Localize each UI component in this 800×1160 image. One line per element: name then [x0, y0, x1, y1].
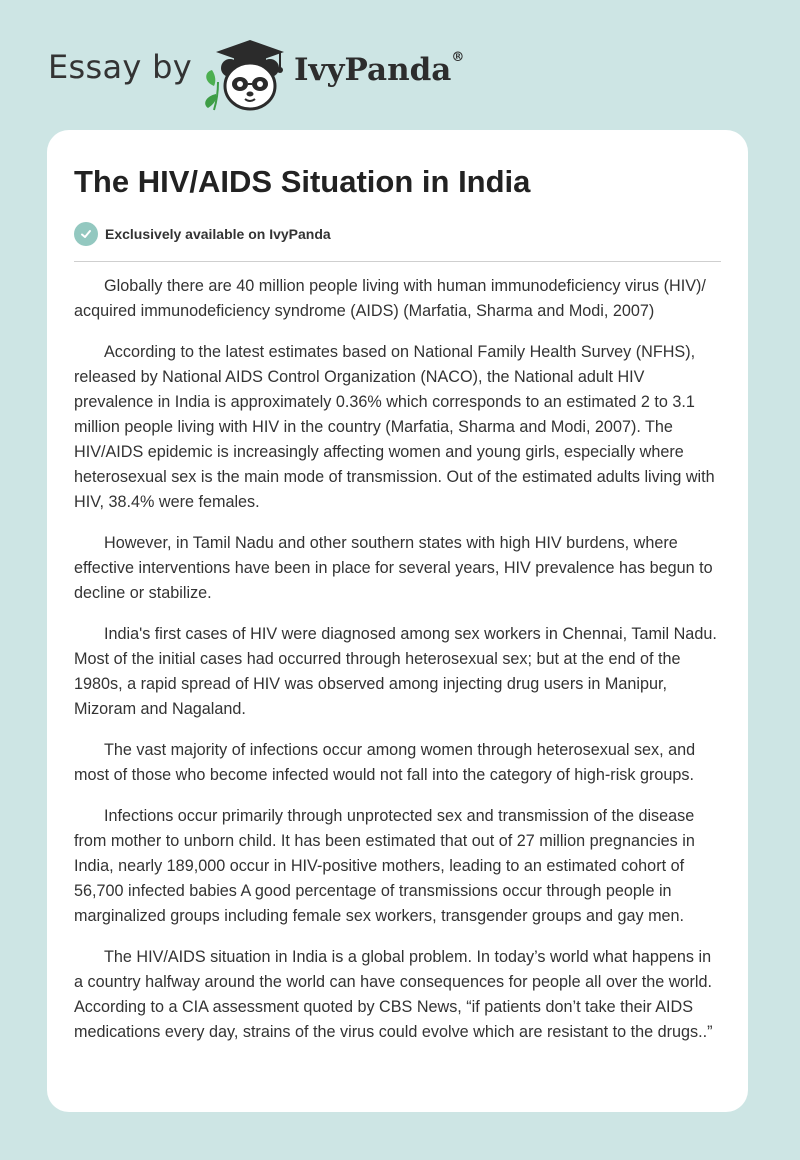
- paragraph: Infections occur primarily through unprotected sex and transmission of the disease from mother to unborn child. It has been estimated that out of 27 million pregnancies in India, nearly 189,000 occur in HIV-positive mothers, leading to an estimated cohort of 56,700 infected babies A good percentage of transmissions occur through people in marginalized groups including female sex workers, transgender groups and gay men.: [74, 807, 695, 925]
- paragraph: However, in Tamil Nadu and other southern states with high HIV burdens, where effective interventions have been in place for several years, HIV prevalence has begun to decline or stabilize.: [74, 534, 713, 602]
- registered-mark: ®: [451, 50, 465, 65]
- brand-name[interactable]: IvyPanda®: [294, 50, 465, 88]
- paragraph: The HIV/AIDS situation in India is a global problem. In today’s world what happens in a country halfway around the world can have consequences for people all over the world. According to a CIA assessment quoted by CBS News, “if patients don’t take their AIDS medications every day, strains of the virus could evolve which are resistant to the drugs..”: [74, 948, 713, 1041]
- panda-graduate-icon[interactable]: [202, 34, 292, 114]
- page-title: The HIV/AIDS Situation in India: [74, 164, 531, 199]
- essay-card: [47, 130, 748, 1112]
- exclusive-badge: [74, 222, 331, 246]
- essay-body: [74, 274, 724, 1061]
- title-divider: [74, 261, 721, 262]
- paragraph: According to the latest estimates based on National Family Health Survey (NFHS), released by National AIDS Control Organization (NACO), the National adult HIV prevalence in India is approximately 0.36% which corresponds to an estimated 2 to 3.1 million people living with HIV in the country (Marfatia, Sharma and Modi, 2007). The HIV/AIDS epidemic is increasingly affecting women and young girls, especially where heterosexual sex is the main mode of transmission. Out of the estimated adults living with HIV, 38.4% were females.: [74, 343, 715, 511]
- site-header: [48, 34, 528, 114]
- paragraph: The vast majority of infections occur among women through heterosexual sex, and most of those who become infected would not fall into the category of high-risk groups.: [74, 741, 696, 784]
- paragraph: India's first cases of HIV were diagnosed among sex workers in Chennai, Tamil Nadu. Most of the initial cases had occurred through heterosexual sex; but at the end of the 1980s, a rapid spread of HIV was observed among injecting drug users in Manipur, Mizoram and Nagaland.: [74, 625, 717, 718]
- exclusive-label: Exclusively available on IvyPanda: [105, 226, 331, 242]
- paragraph: Globally there are 40 million people living with human immunodeficiency virus (HIV)/ acquired immunodeficiency syndrome (AIDS) (Marfatia, Sharma and Modi, 2007): [74, 277, 706, 320]
- essay-by-label: Essay by: [48, 48, 192, 86]
- check-circle-icon: [74, 222, 98, 246]
